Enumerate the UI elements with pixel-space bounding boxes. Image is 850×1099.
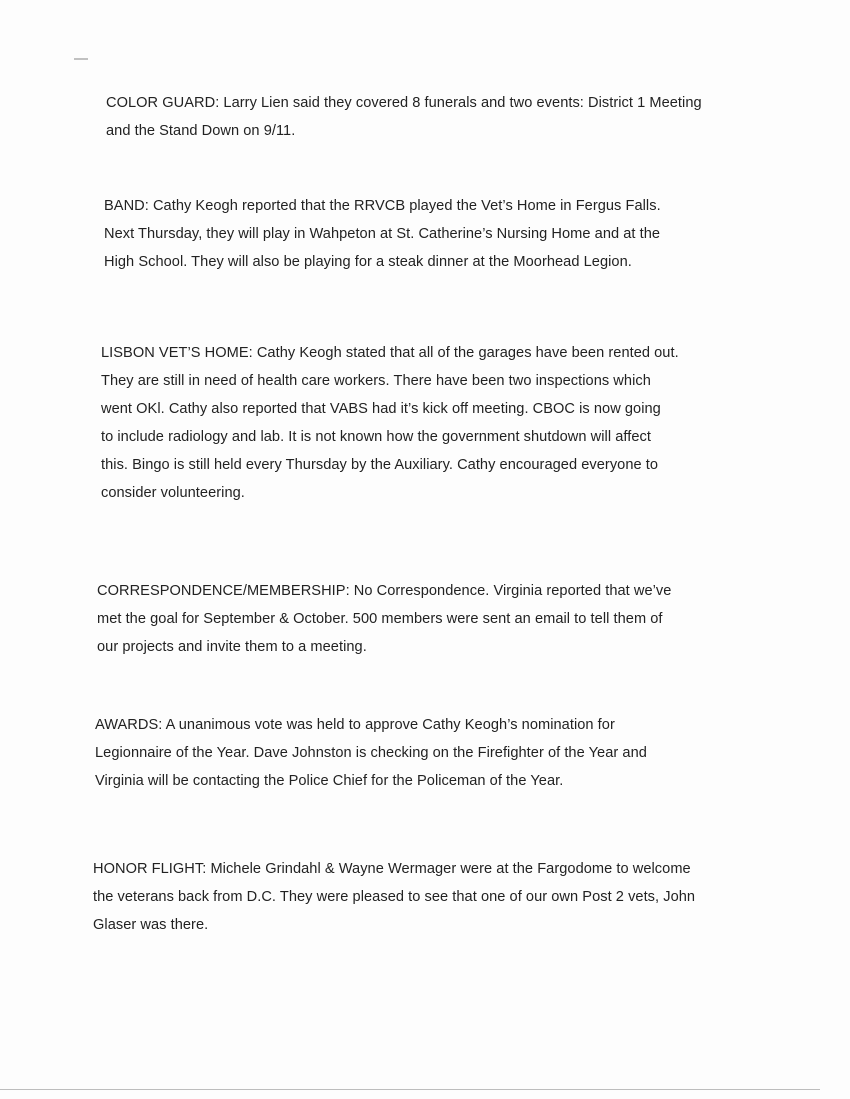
- text-line: AWARDS: A unanimous vote was held to approve Cathy Keogh’s nomination for: [95, 717, 615, 733]
- text-line: Virginia will be contacting the Police Chief for the Policeman of the Year.: [95, 773, 564, 789]
- text-line: COLOR GUARD: Larry Lien said they covered 8 funerals and two events: District 1 Meeting: [106, 95, 702, 111]
- section-awards: [95, 711, 735, 795]
- text-line: Legionnaire of the Year. Dave Johnston is checking on the Firefighter of the Year and: [95, 745, 647, 761]
- text-line: our projects and invite them to a meeting.: [97, 639, 367, 655]
- text-line: High School. They will also be playing for a steak dinner at the Moorhead Legion.: [104, 254, 632, 270]
- text-line: to include radiology and lab. It is not known how the government shutdown will affect: [101, 429, 651, 445]
- section-honor-flight: [93, 855, 753, 939]
- text-line: CORRESPONDENCE/MEMBERSHIP: No Correspondence. Virginia reported that we’ve: [97, 583, 672, 599]
- section-lisbon-vets-home: [101, 339, 741, 507]
- text-line: and the Stand Down on 9/11.: [106, 123, 296, 139]
- text-line: went OKl. Cathy also reported that VABS had it’s kick off meeting. CBOC is now going: [101, 401, 661, 417]
- bottom-rule: [0, 1089, 820, 1090]
- text-line: They are still in need of health care workers. There have been two inspections which: [101, 373, 651, 389]
- section-correspondence-membership: [97, 577, 737, 661]
- text-line: HONOR FLIGHT: Michele Grindahl & Wayne Wermager were at the Fargodome to welcome: [93, 861, 691, 877]
- text-line: this. Bingo is still held every Thursday by the Auxiliary. Cathy encouraged everyone to: [101, 457, 659, 473]
- text-line: met the goal for September & October. 500 members were sent an email to tell them of: [97, 611, 663, 627]
- text-line: the veterans back from D.C. They were pleased to see that one of our own Post 2 vets, John: [93, 889, 696, 905]
- section-color-guard: [106, 89, 766, 145]
- text-line: Glaser was there.: [93, 917, 209, 933]
- section-band: [104, 192, 744, 276]
- text-line: consider volunteering.: [101, 485, 245, 501]
- text-line: Next Thursday, they will play in Wahpeton at St. Catherine’s Nursing Home and at the: [104, 226, 661, 242]
- text-line: BAND: Cathy Keogh reported that the RRVCB played the Vet’s Home in Fergus Falls.: [104, 198, 661, 214]
- text-line: LISBON VET’S HOME: Cathy Keogh stated that all of the garages have been rented out.: [101, 345, 679, 361]
- scan-mark: [74, 58, 88, 60]
